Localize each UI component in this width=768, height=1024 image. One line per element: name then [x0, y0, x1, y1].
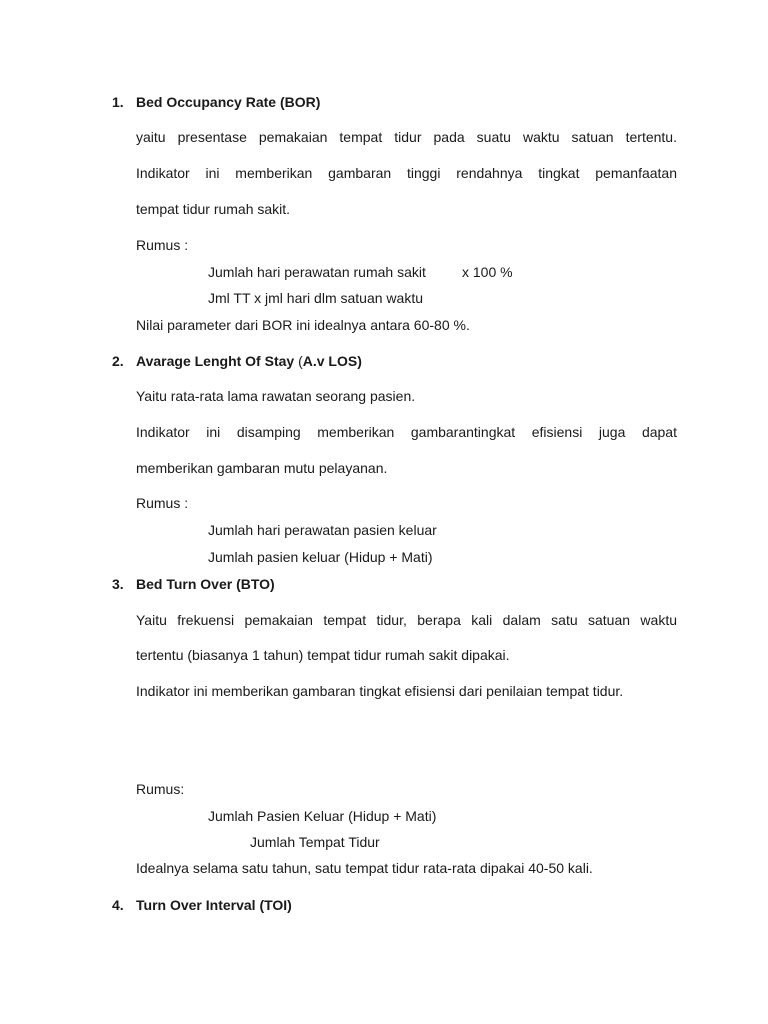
paragraph-line: yaitu presentase pemakaian tempat tidur pada suatu waktu satuan tertentu.	[136, 129, 677, 145]
section-1-heading	[112, 94, 320, 110]
section-number: 4.	[112, 897, 124, 913]
formula-numerator: Jumlah Pasien Keluar (Hidup + Mati)	[208, 808, 437, 824]
paragraph-line: Indikator ini memberikan gambaran tingkat efisiensi dari penilaian tempat tidur.	[136, 683, 624, 699]
rumus-label: Rumus :	[136, 495, 189, 511]
section-number: 1.	[112, 94, 124, 110]
section-2-heading	[112, 353, 362, 369]
formula-denominator: Jumlah pasien keluar (Hidup + Mati)	[208, 549, 433, 565]
section-title: Bed Turn Over (BTO)	[136, 576, 275, 592]
formula-numerator: Jumlah hari perawatan rumah sakit	[208, 264, 426, 280]
formula-denominator: Jml TT x jml hari dlm satuan waktu	[208, 290, 423, 306]
section-title: Avarage Lenght Of Stay	[136, 353, 295, 369]
rumus-label: Rumus :	[136, 237, 189, 253]
paragraph-line: memberikan gambaran mutu pelayanan.	[136, 460, 388, 476]
section-title: Turn Over Interval (TOI)	[136, 897, 292, 913]
section-number: 2.	[112, 353, 124, 369]
formula-numerator: Jumlah hari perawatan pasien keluar	[208, 522, 437, 538]
formula-multiplier: x 100 %	[462, 264, 513, 280]
formula-denominator: Jumlah Tempat Tidur	[250, 834, 380, 850]
paragraph-line: Indikator ini disamping memberikan gambarantingkat efisiensi juga dapat	[136, 424, 677, 440]
section-3-heading	[112, 576, 275, 592]
paragraph-line: Yaitu frekuensi pemakaian tempat tidur, berapa kali dalam satu satuan waktu	[136, 612, 677, 628]
paragraph-line: Indikator ini memberikan gambaran tinggi rendahnya tingkat pemanfaatan	[136, 165, 677, 181]
section-title-abbrev: A.v LOS)	[302, 353, 362, 369]
section-title-paren: (	[294, 353, 303, 369]
paragraph-line: tertentu (biasanya 1 tahun) tempat tidur rumah sakit dipakai.	[136, 647, 510, 663]
paragraph-line: Yaitu rata-rata lama rawatan seorang pasien.	[136, 388, 416, 404]
rumus-label: Rumus:	[136, 781, 185, 797]
note-line: Idealnya selama satu tahun, satu tempat tidur rata-rata dipakai 40-50 kali.	[136, 860, 593, 876]
section-title: Bed Occupancy Rate (BOR)	[136, 94, 321, 110]
paragraph-line: tempat tidur rumah sakit.	[136, 201, 291, 217]
note-line: Nilai parameter dari BOR ini idealnya antara 60-80 %.	[136, 317, 470, 333]
section-number: 3.	[112, 576, 124, 592]
section-4-heading	[112, 897, 292, 913]
